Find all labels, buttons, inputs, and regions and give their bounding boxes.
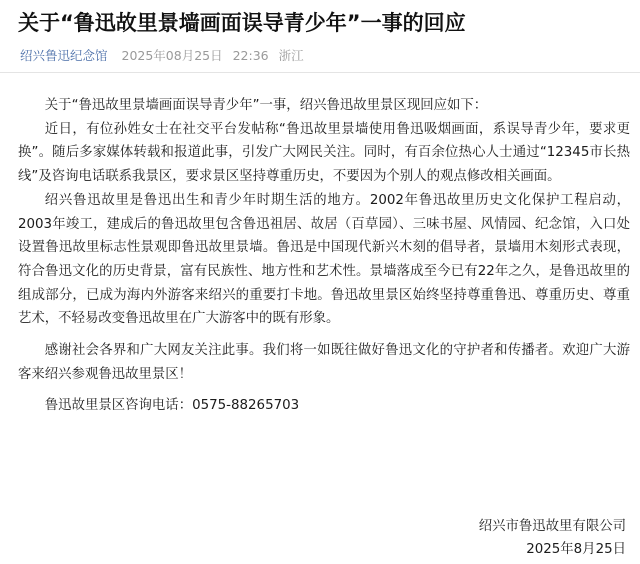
publish-location: 浙江 xyxy=(278,48,304,63)
statement-paragraph-incident: 近日，有位孙姓女士在社交平台发帖称“鲁迅故里景墙使用鲁迅吸烟画面，系误导青少年，要求更换”。随后多家媒体转载和报道此事，引发广大网民关注。同时，有百余位热心人士通过“12345市长热线”及咨询电话联系我景区，要求景区坚持尊重历史，不要因为个别人的观点修改相关画面。 xyxy=(18,121,630,185)
statement-contact-phone: 鲁迅故里景区咨询电话：0575-88265703 xyxy=(44,398,300,414)
statement-body xyxy=(18,94,630,418)
publish-date: 2025年08月25日 xyxy=(121,48,223,63)
signature-block xyxy=(479,515,626,561)
article-meta xyxy=(20,46,304,66)
header-divider xyxy=(0,72,640,73)
statement-paragraph-thanks: 感谢社会各界和广大网友关注此事。我们将一如既往做好鲁迅文化的守护者和传播者。欢迎广大游客来绍兴参观鲁迅故里景区！ xyxy=(18,343,630,382)
article-headline: 关于“鲁迅故里景墙画面误导青少年”一事的回应 xyxy=(18,11,466,35)
paragraph-spacer xyxy=(18,331,630,339)
paragraph-spacer xyxy=(18,386,630,394)
publish-time: 22:36 xyxy=(232,48,269,63)
signature-date: 2025年8月25日 xyxy=(526,542,626,557)
source-account-link[interactable]: 绍兴鲁迅纪念馆 xyxy=(20,48,108,63)
signature-company: 绍兴市鲁迅故里有限公司 xyxy=(478,519,626,534)
statement-paragraph-history: 绍兴鲁迅故里是鲁迅出生和青少年时期生活的地方。2002年鲁迅故里历史文化保护工程启动，2003年竣工，建成后的鲁迅故里包含鲁迅祖居、故居（百草园）、三味书屋、风情园、纪念馆，入口处设置鲁迅故里标志性景观即鲁迅故里景墙。鲁迅是中国现代新兴木刻的倡导者，景墙用木刻形式表现，符合鲁迅文化的历史背景，富有民族性、地方性和艺术性。景墙落成至今已有22年之久，是鲁迅故里的组成部分，已成为海内外游客来绍兴的重要打卡地。鲁迅故里景区始终坚持尊重鲁迅、尊重历史、尊重艺术，不轻易改变鲁迅故里在广大游客中的既有形象。 xyxy=(18,192,630,327)
statement-intro: 关于“鲁迅故里景墙画面误导青少年”一事，绍兴鲁迅故里景区现回应如下： xyxy=(44,98,488,113)
